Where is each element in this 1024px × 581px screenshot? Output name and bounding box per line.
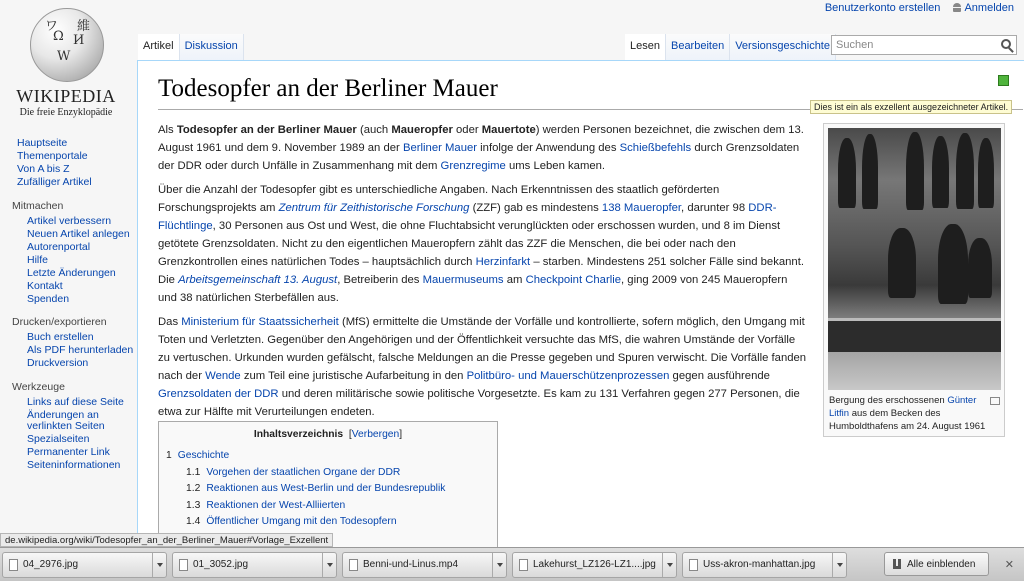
sidebar-item-zufall[interactable]: Zufälliger Artikel (17, 176, 92, 188)
sidebar-heading-drucken: Drucken/exportieren (12, 316, 107, 328)
link-guenter-litfin[interactable]: Günter Litfin (829, 395, 977, 419)
link-mauermuseum[interactable]: Mauermuseums (422, 274, 504, 286)
toc-item-number: 1.4 (186, 516, 201, 527)
toc-item-label[interactable]: Öffentlicher Umgang mit den Todesopfern (206, 516, 397, 527)
featured-article-icon[interactable] (998, 75, 1009, 86)
link-mauerschuetzenprozesse[interactable]: Politbüro- und Mauerschützenprozessen (466, 370, 670, 382)
download-filename: Benni-und-Linus.mp4 (363, 559, 459, 570)
toc-item-label[interactable]: Vorgehen der staatlichen Organe der DDR (206, 466, 401, 478)
sidebar-mitmachen (0, 199, 135, 306)
download-filename: Lakehurst_LZ126-LZ1....jpg (533, 559, 656, 570)
link-ddr-fluechtlinge[interactable]: DDR-Flüchtlinge (158, 202, 777, 232)
sidebar-item-verlinkte-aenderungen[interactable]: Änderungen an verlinkten Seiten (27, 408, 105, 432)
link-herzinfarkt[interactable]: Herzinfarkt (475, 256, 531, 268)
namespace-tabs (138, 34, 244, 60)
download-filename: 01_3052.jpg (193, 559, 249, 570)
tab-bearbeiten[interactable]: Bearbeiten (666, 34, 730, 60)
sidebar (0, 138, 135, 482)
view-tabs (625, 34, 836, 60)
article-body (158, 121, 808, 427)
search-input[interactable] (831, 35, 1017, 55)
sidebar-item-kontakt[interactable]: Kontakt (27, 279, 63, 292)
sidebar-navigation (0, 138, 135, 189)
link-wende[interactable]: Wende (205, 370, 241, 382)
logo-tagline: Die freie Enzyklopädie (19, 107, 113, 118)
download-filename: 04_2976.jpg (23, 559, 79, 570)
link-berliner-mauer[interactable]: Berliner Mauer (402, 142, 478, 154)
login-label: Anmelden (964, 2, 1014, 14)
sidebar-item-artikel-verbessern[interactable]: Artikel verbessern (27, 214, 112, 227)
link-ministerium-staatssicherheit[interactable]: Ministerium für Staatssicherheit (181, 316, 339, 328)
paragraph-mfs: Das Ministerium für Staatssicherheit (MfS) ermittelte die Umstände der Vorfälle und kontrollierte, sofern möglich, den Umgang mit Toten und Verletzten. Gegenüber den Angehörigen und der Öffentlichkeit versuchte das MfS, die wahren Umstände der Vorfälle zu vertuschen. Urkunden wurden gefälscht, falsche Meldungen an die Presse gegeben und Spuren verwischt. Die Vorfälle fanden nach der Wende zum Teil eine juristische Aufarbeitung in den Politbüro- und Mauerschützenprozessen gegen ausführende Grenzsoldaten der DDR und deren militärische sowie politische Vorgesetzte. Es kam zu 131 Verfahren gegen 277 Personen, die etwa zur Hälfte mit Verurteilungen endeten. (158, 316, 807, 418)
sidebar-item-hilfe[interactable]: Hilfe (27, 253, 49, 266)
sidebar-item-permanenter-link[interactable]: Permanenter Link (27, 446, 110, 458)
download-item[interactable] (682, 552, 847, 578)
toc-item[interactable] (166, 448, 445, 465)
thumbnail-figure (823, 123, 1005, 437)
article-content (137, 60, 1024, 581)
file-icon (519, 559, 528, 571)
search-placeholder: Suchen (836, 39, 874, 51)
sidebar-heading-werkzeuge: Werkzeuge (12, 380, 65, 393)
file-icon (179, 559, 188, 571)
file-icon (349, 559, 358, 571)
toc-item-label[interactable]: Reaktionen der West-Alliierten (206, 499, 346, 511)
chevron-down-icon[interactable] (492, 553, 506, 577)
close-icon[interactable]: ✕ (1004, 559, 1014, 571)
download-icon (893, 559, 901, 569)
magnify-icon[interactable] (990, 397, 1000, 405)
sidebar-item-pdf[interactable]: Als PDF herunterladen (27, 344, 134, 356)
chevron-down-icon[interactable] (832, 553, 846, 577)
status-bar-url: de.wikipedia.org/wiki/Todesopfer_an_der_Berliner_Mauer#Vorlage_Exzellent (0, 533, 333, 547)
toc-item[interactable] (166, 465, 445, 482)
chevron-down-icon[interactable] (322, 553, 336, 577)
link-grenzsoldaten[interactable]: Grenzsoldaten der DDR (158, 388, 279, 400)
toc-item[interactable] (166, 481, 445, 498)
sidebar-werkzeuge (0, 380, 135, 472)
user-icon (953, 3, 961, 12)
sidebar-item-seiteninformationen[interactable]: Seiteninformationen (27, 459, 121, 471)
download-shelf (0, 547, 1024, 581)
tab-versionsgeschichte[interactable]: Versionsgeschichte (730, 34, 836, 60)
file-icon (689, 559, 698, 571)
toc-item-label[interactable]: Geschichte (177, 450, 230, 461)
link-checkpoint-charlie[interactable]: Checkpoint Charlie (525, 274, 622, 286)
sidebar-item-spezialseiten[interactable]: Spezialseiten (27, 433, 90, 445)
sidebar-drucken (0, 315, 135, 370)
photo-litfin-recovery[interactable] (828, 128, 1001, 390)
link-schiessbefehl[interactable]: Schießbefehls (619, 142, 692, 154)
link-arbeitsgemeinschaft[interactable]: Arbeitsgemeinschaft 13. August (178, 274, 338, 286)
link-zzf[interactable]: Zentrum für Zeithistorische Forschung (278, 202, 470, 214)
sidebar-item-themenportale[interactable]: Themenportale (17, 150, 88, 162)
toc-toggle[interactable]: Verbergen (351, 429, 400, 440)
toc-item-number: 1.2 (186, 483, 201, 494)
toc-list (166, 448, 445, 531)
tab-artikel[interactable]: Artikel (138, 34, 180, 60)
sidebar-item-links-auf-seite[interactable]: Links auf diese Seite (27, 395, 124, 408)
toc-item-number: 1.3 (186, 499, 201, 511)
puzzle-globe-icon: Ω И W ワ 維 (30, 8, 104, 82)
toc-item-number: 1 (166, 450, 172, 461)
download-item[interactable] (512, 552, 677, 578)
show-all-downloads-button[interactable]: Alle einblenden (884, 552, 989, 576)
toc-item-number: 1.1 (186, 466, 201, 478)
download-filename: Uss-akron-manhattan.jpg (703, 559, 816, 570)
sidebar-item-a-bis-z[interactable]: Von A bis Z (17, 163, 70, 175)
logo-wordmark: WIKIPEDIA (16, 86, 116, 106)
toc-item[interactable] (166, 514, 445, 531)
toc-item[interactable] (166, 498, 445, 515)
paragraph-anzahl: Über die Anzahl der Todesopfer gibt es unterschiedliche Angaben. Nach Erkenntnissen des staatlich geförderten Forschungsprojekts am Zentrum für Zeithistorische Forschung (ZZF) gab es mindestens 138 Maueropfer, darunter 98 DDR-Flüchtlinge, 30 Personen aus Ost und West, die ohne Fluchtabsicht verunglückten oder erschossen wurden, und 8 im Dienst getötete Grenzsoldaten. Nicht zu den eigentlichen Maueropfern zählt das ZZF die Menschen, die bei oder nach den Grenzkontrollen eines natürlichen Todes – hauptsächlich durch Herzinfarkt – starben. Mindestens 251 solcher Fälle sind bekannt. Die Arbeitsgemeinschaft 13. August, Betreiberin des Mauermuseums am Checkpoint Charlie, ging 2009 von 245 Maueropfern und 38 natürlichen Sterbefällen aus. (158, 184, 804, 304)
search-icon[interactable] (1001, 39, 1011, 49)
sidebar-item-buch-erstellen[interactable]: Buch erstellen (27, 331, 94, 343)
featured-article-tooltip: Dies ist ein als exzellent ausgezeichneter Artikel. (810, 100, 1012, 114)
link-grenzregime[interactable]: Grenzregime (440, 160, 506, 172)
sidebar-item-spenden[interactable]: Spenden (27, 292, 70, 305)
chevron-down-icon[interactable] (152, 553, 166, 577)
link-138-maueropfer[interactable]: 138 Maueropfer (601, 202, 682, 214)
page-title: Todesopfer an der Berliner Mauer (158, 75, 498, 102)
toc-item-label[interactable]: Reaktionen aus West-Berlin und der Bundesrepublik (206, 483, 446, 494)
thumbnail-caption: Bergung des erschossenen Günter Litfin aus dem Becken des Humboldthafens am 24. August 1961 (829, 395, 986, 432)
sidebar-heading-mitmachen: Mitmachen (12, 199, 64, 212)
sidebar-item-druckversion[interactable]: Druckversion (27, 357, 89, 369)
sidebar-item-neuer-artikel[interactable]: Neuen Artikel anlegen (27, 227, 130, 240)
paragraph-intro: Als Todesopfer an der Berliner Mauer (auch Maueropfer oder Mauertote) werden Personen bezeichnet, die zwischen dem 13. August 1961 und dem 9. November 1989 an der Berliner Mauer infolge der Anwendung des Schießbefehls durch Grenzsoldaten der DDR oder durch Unfälle in Zusammenhang mit dem Grenzregime ums Leben kamen. (158, 124, 804, 172)
download-item[interactable] (2, 552, 167, 578)
wikipedia-logo[interactable] (0, 0, 135, 128)
login-link[interactable] (953, 2, 1014, 14)
create-account-link[interactable]: Benutzerkonto erstellen (824, 2, 941, 14)
sidebar-item-letzte-aenderungen[interactable]: Letzte Änderungen (27, 266, 116, 279)
file-icon (9, 559, 18, 571)
download-item[interactable] (172, 552, 337, 578)
tab-diskussion[interactable]: Diskussion (180, 34, 244, 60)
personal-tools (815, 2, 1014, 14)
tab-lesen[interactable]: Lesen (625, 34, 666, 60)
download-item[interactable] (342, 552, 507, 578)
sidebar-item-autorenportal[interactable]: Autorenportal (27, 240, 91, 253)
sidebar-item-hauptseite[interactable]: Hauptseite (17, 137, 68, 149)
toc-title: Inhaltsverzeichnis [Verbergen] (253, 429, 403, 440)
chevron-down-icon[interactable] (662, 553, 676, 577)
